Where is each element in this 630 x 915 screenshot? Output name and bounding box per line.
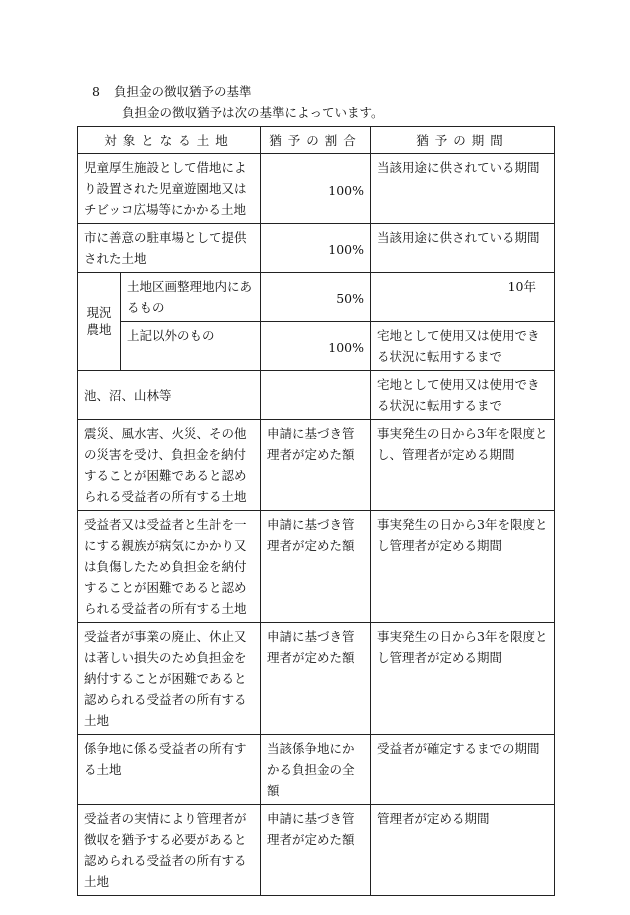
header-ratio: 猶予の割合: [261, 127, 371, 154]
cell-ratio: 100%: [261, 322, 371, 371]
cell-ratio: 当該係争地にかかる負担金の全額: [261, 735, 371, 805]
cell-ratio: [261, 371, 371, 420]
table-row: [78, 224, 555, 273]
cell-land: 受益者が事業の廃止、休止又は著しい損失のため負担金を納付することが困難であると認められる受益者の所有する土地: [78, 623, 261, 735]
group-label: 現況農地: [86, 304, 112, 337]
cell-period: 宅地として使用又は使用できる状況に転用するまで: [371, 322, 555, 371]
header-land: 対象となる土地: [78, 127, 261, 154]
deferral-criteria-table: [77, 126, 555, 896]
table-header-row: [78, 127, 555, 154]
cell-group: [78, 273, 121, 371]
table-row: [78, 322, 555, 371]
table-row: [78, 273, 555, 322]
cell-land: 土地区画整理地内にあるもの: [121, 273, 261, 322]
cell-land: 震災、風水害、火災、その他の災害を受け、負担金を納付することが困難であると認められる受益者の所有する土地: [78, 420, 261, 511]
cell-land: 児童厚生施設として借地により設置された児童遊園地又はチビッコ広場等にかかる土地: [78, 154, 261, 224]
cell-period: 宅地として使用又は使用できる状況に転用するまで: [371, 371, 555, 420]
table-row: [78, 805, 555, 896]
table-row: [78, 154, 555, 224]
cell-ratio: 申請に基づき管理者が定めた額: [261, 511, 371, 623]
cell-period: 当該用途に供されている期間: [371, 154, 555, 224]
section-title: 負担金の徴収猶予の基準: [113, 84, 252, 99]
table-row: [78, 371, 555, 420]
section-heading: [92, 84, 252, 100]
table-row: [78, 420, 555, 511]
table-row: [78, 735, 555, 805]
cell-land: 受益者又は受益者と生計を一にする親族が病気にかかり又は負傷したため負担金を納付することが困難であると認められる受益者の所有する土地: [78, 511, 261, 623]
table-row: [78, 511, 555, 623]
cell-period: 当該用途に供されている期間: [371, 224, 555, 273]
cell-ratio: 100%: [261, 154, 371, 224]
cell-ratio: 申請に基づき管理者が定めた額: [261, 805, 371, 896]
cell-ratio: 50%: [261, 273, 371, 322]
cell-land: 市に善意の駐車場として提供された土地: [78, 224, 261, 273]
cell-period: 受益者が確定するまでの期間: [371, 735, 555, 805]
section-intro: 負担金の徴収猶予は次の基準によっています。: [122, 105, 384, 120]
header-period: 猶予の期間: [371, 127, 555, 154]
cell-land: 上記以外のもの: [121, 322, 261, 371]
cell-ratio: 申請に基づき管理者が定めた額: [261, 420, 371, 511]
table-row: [78, 623, 555, 735]
cell-period: 10年: [371, 273, 555, 322]
cell-land: 池、沼、山林等: [78, 371, 261, 420]
cell-period: 事実発生の日から3年を限度とし管理者が定める期間: [371, 623, 555, 735]
cell-period: 管理者が定める期間: [371, 805, 555, 896]
cell-land: 係争地に係る受益者の所有する土地: [78, 735, 261, 805]
cell-period: 事実発生の日から3年を限度とし、管理者が定める期間: [371, 420, 555, 511]
cell-land: 受益者の実情により管理者が徴収を猶予する必要があると認められる受益者の所有する土地: [78, 805, 261, 896]
cell-ratio: 申請に基づき管理者が定めた額: [261, 623, 371, 735]
cell-ratio: 100%: [261, 224, 371, 273]
section-number: 8: [92, 84, 100, 99]
cell-period: 事実発生の日から3年を限度とし管理者が定める期間: [371, 511, 555, 623]
